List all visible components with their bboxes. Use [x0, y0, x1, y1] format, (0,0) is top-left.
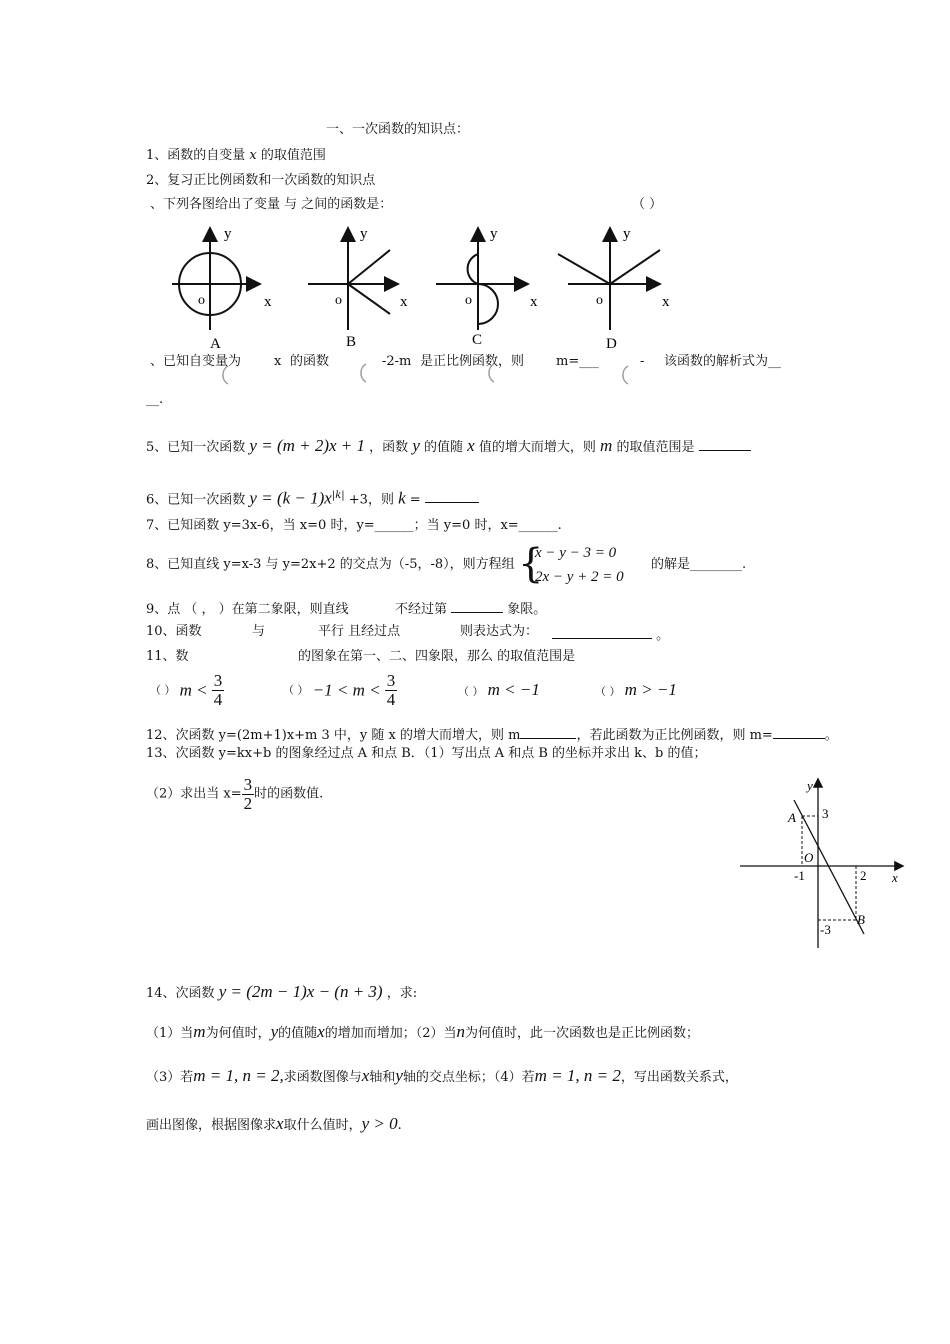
- q6-mid: +3，则: [348, 492, 394, 508]
- q8-eq2: 2x − y + 2 = 0: [535, 569, 624, 585]
- q7: 7、已知函数 y=3x-6，当 x=0 时，y=______；当 y=0 时，x=______.: [146, 518, 562, 533]
- q11-a: 11、数: [146, 649, 189, 664]
- q14-p3y: y: [395, 1066, 403, 1085]
- q5-eq: y = (m + 2)x + 1: [249, 436, 366, 455]
- q11-b: 的图象在第一、二、四象限，那么 的取值范围是: [298, 649, 576, 664]
- line-1-text: 1、函数的自变量: [146, 148, 246, 163]
- q13-den: 2: [243, 794, 253, 813]
- q5-tail: 的取值范围是: [616, 440, 695, 455]
- q14-p3x: x: [361, 1066, 370, 1085]
- q14-p1d: 的增加而增加；（2）当: [324, 1026, 457, 1041]
- option-a-paren: （ ）: [150, 683, 176, 697]
- q13-tick-neg1: -1: [794, 868, 805, 883]
- q14-p4x: x: [276, 1114, 284, 1133]
- graph-d-label: D: [606, 336, 617, 352]
- q9-pre: 9、点 （ ， ）在第二象限，则直线: [146, 602, 349, 617]
- q10-answer: [552, 624, 669, 644]
- q14-p1n: n: [456, 1022, 465, 1041]
- q12-a: 12、次函数 y=(2m+1)x+m 3 中，y 随 x 的增大而增大，则 m: [146, 728, 521, 743]
- graph-a-origin: o: [198, 293, 205, 308]
- graph-d: [558, 226, 670, 352]
- q6-equals: =: [409, 492, 421, 508]
- line-1: [146, 148, 326, 164]
- q13-point-a: A: [788, 810, 796, 825]
- q10-a: 10、函数: [146, 624, 202, 639]
- graph-c-origin: o: [465, 293, 472, 308]
- answer-paren: （ ）: [632, 197, 663, 212]
- q13-tick-2: 2: [860, 868, 867, 883]
- q4-part-e: 是正比例函数，则: [420, 354, 525, 369]
- q11-option-a[interactable]: [150, 672, 224, 709]
- graph-c: [436, 226, 538, 348]
- option-b-num: 3: [386, 671, 396, 690]
- q4-part-b: x: [274, 354, 282, 369]
- q14-p3d: 轴的交点坐标；（4）若: [402, 1070, 535, 1085]
- q13-tick-3: 3: [822, 806, 829, 821]
- graph-d-x: x: [662, 294, 670, 310]
- q14-p4b: 取什么值时，: [283, 1118, 362, 1133]
- q14-p4c: .: [397, 1118, 402, 1133]
- q5-mid2: 的值随: [424, 440, 464, 455]
- q14-p1a: （1）当: [146, 1026, 194, 1041]
- q13-graph-x: x: [892, 870, 898, 885]
- q5-mid1: ，函数: [369, 440, 409, 455]
- q14-p3eq2: m = 1, n = 2: [534, 1066, 621, 1085]
- q14-eq: y = (2m − 1)x − (n + 3): [218, 982, 383, 1001]
- q14-a: 14、次函数: [146, 986, 215, 1001]
- q12-blank-2[interactable]: [773, 724, 825, 739]
- line-1-var: x: [249, 148, 257, 163]
- option-d-expr: m > −1: [624, 680, 677, 699]
- function-graphs: [160, 222, 690, 352]
- q14-p3b: 求函数图像与: [283, 1070, 362, 1085]
- q6: [146, 484, 479, 512]
- q14-line-2: [146, 1064, 738, 1090]
- q13-a: 13、次函数 y=kx+b 的图象经过点 A 和点 B．（1）写出点 A 和点 B 的坐标并求出 k、b 的值；: [146, 746, 707, 761]
- q5-pre: 5、已知一次函数: [146, 440, 246, 455]
- q10-e: 。: [656, 628, 670, 643]
- q14-p4a: 画出图像，根据图像求: [146, 1118, 277, 1133]
- line-3: 、下列各图给出了变量 与 之间的函数是：: [150, 197, 393, 212]
- graph-a-y: y: [224, 226, 232, 242]
- graph-d-y: y: [623, 226, 631, 242]
- q9-blank[interactable]: [451, 598, 503, 613]
- q4-part-d: -2-m: [382, 354, 412, 369]
- q14-p3c: 轴和: [369, 1070, 396, 1085]
- graph-c-label: C: [472, 332, 483, 348]
- q14-line-3: [146, 1112, 402, 1138]
- line-1-tail: 的取值范围: [260, 148, 326, 163]
- q8-brace: {: [518, 541, 544, 587]
- option-a-num: 3: [213, 671, 223, 690]
- q14-p3e: ，写出函数关系式，: [620, 1070, 738, 1085]
- option-b-expr: −1 < m <: [312, 680, 381, 700]
- option-d-paren: （ ）: [595, 685, 621, 698]
- q11-option-c[interactable]: [458, 680, 540, 702]
- option-c-paren: （ ）: [458, 685, 484, 698]
- q6-exponent: |k|: [331, 490, 345, 501]
- graph-b-origin: o: [335, 293, 342, 308]
- q13-graph: [736, 776, 912, 952]
- option-b-paren: （ ）: [283, 683, 309, 697]
- q10-c: 平行 且经过点: [318, 624, 401, 639]
- q5-var-y: y: [412, 436, 420, 455]
- q6-blank[interactable]: [425, 488, 479, 503]
- q14-p4eq: y > 0: [361, 1114, 398, 1133]
- q12-c: 。: [824, 728, 838, 743]
- graph-d-origin: o: [596, 293, 603, 308]
- q6-var-k: k: [398, 488, 406, 508]
- graph-b-label: B: [346, 334, 357, 350]
- q13-fraction: [242, 776, 255, 813]
- q4-part-h: 该函数的解析式为__: [664, 354, 782, 369]
- option-a-fraction: [212, 672, 225, 709]
- q4-part-a: 、已知自变量为: [150, 354, 242, 369]
- q5-var-m: m: [600, 436, 613, 455]
- graph-a-x: x: [264, 294, 272, 310]
- q11-option-b[interactable]: [283, 672, 397, 709]
- q10-d: 则表达式为：: [460, 624, 539, 639]
- q14-b: ，求:: [386, 986, 418, 1001]
- q8-eq1: x − y − 3 = 0: [535, 545, 617, 561]
- q12-blank-1[interactable]: [520, 724, 576, 739]
- q13-b-text: （2）求出当 x=: [146, 786, 242, 802]
- q9-tail: 象限。: [507, 602, 547, 617]
- q9: [146, 598, 546, 618]
- q14-p3a: （3）若: [146, 1070, 194, 1085]
- line-2: 2、复习正比例函数和一次函数的知识点: [146, 173, 376, 188]
- option-b-den: 4: [386, 690, 396, 709]
- q10-b: 与: [252, 624, 266, 639]
- option-c-expr: m < −1: [487, 680, 540, 699]
- q8-pre: 8、已知直线 y=x-3 与 y=2x+2 的交点为（-5，-8），则方程组: [146, 557, 515, 572]
- option-a-expr: m <: [179, 680, 208, 700]
- q13-graph-y: y: [807, 778, 813, 793]
- graph-a: [172, 226, 272, 352]
- q4-part-c: 的函数: [290, 354, 330, 369]
- q4-part-i: __.: [146, 392, 164, 407]
- q10-blank[interactable]: [552, 624, 652, 639]
- q14-p1y: y: [270, 1022, 279, 1041]
- faded-marks: [214, 360, 654, 390]
- q13-point-b: B: [857, 912, 865, 927]
- q14-p1c: 的值随: [278, 1026, 318, 1041]
- q13-tick-neg3: -3: [820, 922, 831, 937]
- q14-p1x: x: [317, 1022, 325, 1041]
- q14-line-1: [146, 1020, 699, 1046]
- graph-b-x: x: [400, 294, 408, 310]
- graph-a-label: A: [210, 336, 221, 352]
- q13-b: [146, 776, 323, 813]
- section-title: 一、一次函数的知识点：: [326, 122, 470, 137]
- q14-p1m: m: [193, 1022, 206, 1041]
- graph-c-x: x: [530, 294, 538, 310]
- q6-pre: 6、已知一次函数: [146, 492, 246, 508]
- q14-head: [146, 980, 417, 1006]
- q5-mid3: 值的增大而增大，则: [478, 440, 596, 455]
- q5: [146, 434, 751, 460]
- q11-option-d[interactable]: [595, 680, 677, 702]
- q4-part-g: -: [640, 354, 645, 369]
- q14-p1e: 为何值时，此一次函数也是正比例函数；: [464, 1026, 699, 1041]
- q13-c: 时的函数值.: [254, 786, 324, 802]
- q4-part-f: m=___: [556, 354, 599, 369]
- q14-p3eq: m = 1, n = 2,: [193, 1066, 284, 1085]
- q5-blank[interactable]: [699, 436, 751, 451]
- q14-p1b: 为何值时，: [205, 1026, 271, 1041]
- q9-mid: 不经过第: [394, 602, 447, 617]
- q12: [146, 724, 838, 744]
- q12-b: ，若此函数为正比例函数，则 m=: [576, 728, 773, 743]
- q13-num: 3: [243, 775, 253, 794]
- q13-graph-origin: O: [804, 850, 814, 865]
- graph-c-y: y: [490, 226, 498, 242]
- q8-tail: 的解是________.: [651, 557, 747, 572]
- option-a-den: 4: [213, 690, 223, 709]
- q6-eq: y = (k − 1)x: [249, 488, 332, 508]
- option-b-fraction: [385, 672, 398, 709]
- graph-b-y: y: [360, 226, 368, 242]
- graph-b: [308, 226, 408, 350]
- q5-var-x: x: [467, 436, 475, 455]
